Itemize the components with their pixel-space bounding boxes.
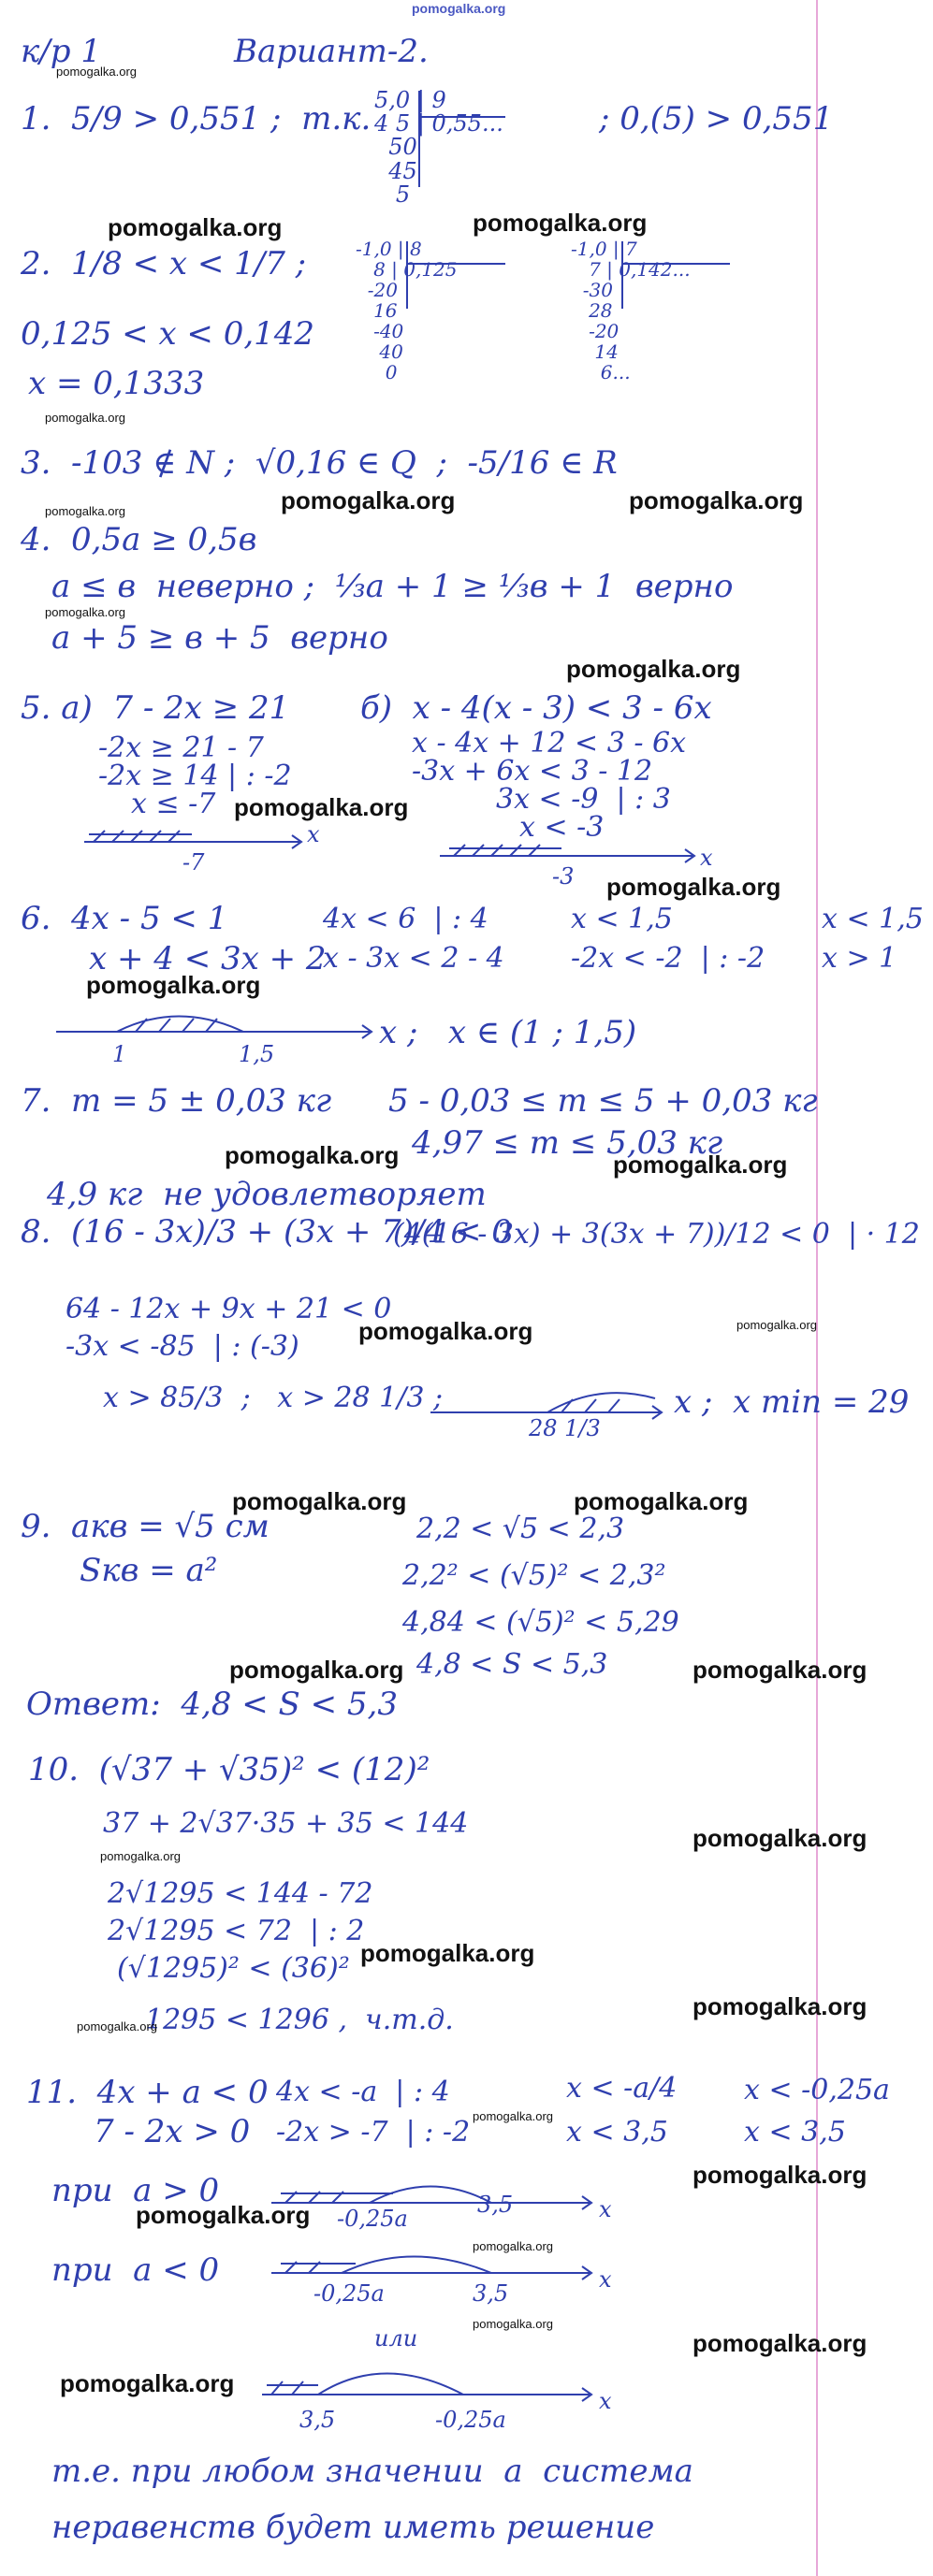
task2-line: 2. 1/8 < x < 1/7 ; — [21, 245, 307, 282]
task11-hatch-3 — [267, 2374, 463, 2395]
task9-r2: 2,2² < (√5)² < 2,3² — [402, 1559, 666, 1592]
small-watermark: pomogalka.org — [473, 2239, 553, 2253]
task11-axis-1: x — [599, 2196, 612, 2222]
task5a-line2: -2x ≥ 21 - 7 — [98, 731, 264, 764]
task5a-line3: -2x ≥ 14 | : -2 — [98, 760, 292, 792]
watermark: pomogalka.org — [692, 1992, 867, 2020]
task5a-line4: x ≤ -7 — [131, 788, 216, 820]
task5a-hatch — [89, 831, 192, 842]
watermark: pomogalka.org — [692, 1656, 867, 1684]
task11-hatch-1 — [281, 2187, 491, 2204]
task7-line3: 4,97 ≤ m ≤ 5,03 кг — [412, 1124, 723, 1162]
task4-line2: a ≤ в неверно ; ⅓a + 1 ≥ ⅓в + 1 верно — [51, 568, 734, 605]
task10-line2: 37 + 2√37·35 + 35 < 144 — [103, 1807, 469, 1840]
task6-answer: x ; x ∈ (1 ; 1,5) — [379, 1014, 637, 1051]
task8-hatch — [547, 1393, 655, 1412]
task6-s2b: x - 3x < 2 - 4 — [323, 942, 504, 975]
task2-division-2: -1,0 | 7 7 | 0,142... -30 28 -20 14 6... — [571, 238, 691, 384]
task11-case3-mark2: -0,25a — [435, 2407, 506, 2433]
watermark: pomogalka.org — [692, 2329, 867, 2357]
task11-case1-mark2: 3,5 — [477, 2192, 514, 2218]
task6-hatch — [117, 1017, 243, 1033]
task10-line5: (√1295)² < (36)² — [117, 1952, 350, 1985]
task9-line2: Sкв = a² — [80, 1552, 218, 1589]
watermark: pomogalka.org — [574, 1487, 749, 1515]
title-variant: Вариант-2. — [234, 33, 429, 70]
task7-line2: 5 - 0,03 ≤ m ≤ 5 + 0,03 кг — [388, 1082, 818, 1120]
small-watermark: pomogalka.org — [77, 2019, 157, 2033]
task9-answer: Ответ: 4,8 < S < 5,3 — [26, 1686, 398, 1723]
task11-hatch-2 — [281, 2257, 491, 2274]
task2-line2: 0,125 < x < 0,142 — [21, 315, 315, 353]
task9-r3: 4,84 < (√5)² < 5,29 — [402, 1606, 679, 1639]
task11-s1a: 11. 4x + a < 0 — [26, 2074, 269, 2111]
watermark: pomogalka.org — [86, 971, 261, 999]
task7-line4: 4,9 кг не удовлетворяет — [47, 1176, 487, 1213]
task9-r4: 4,8 < S < 5,3 — [416, 1648, 608, 1681]
task6-mark-1: 1 — [112, 1041, 127, 1067]
task11-s4b: x < 3,5 — [744, 2116, 846, 2149]
task5b-line2: x - 4x + 12 < 3 - 6x — [412, 727, 687, 760]
task11-case2-mark2: 3,5 — [473, 2280, 509, 2307]
watermark: pomogalka.org — [692, 1824, 867, 1852]
task11-axis-2: x — [599, 2266, 612, 2293]
watermark: pomogalka.org — [60, 2369, 235, 2397]
watermark: pomogalka.org — [232, 1487, 407, 1515]
watermark: pomogalka.org — [108, 213, 283, 241]
task8-line1b: (4(16 - 3x) + 3(3x + 7))/12 < 0 | · 12 — [393, 1218, 920, 1251]
task8-answer: x ; x min = 29 — [674, 1383, 910, 1421]
task2-division-1: -1,0 | 8 8 | 0,125 -20 16 -40 40 0 — [356, 238, 458, 384]
task6-s3b: -2x < -2 | : -2 — [571, 942, 765, 975]
task11-case2-mark1: -0,25a — [313, 2280, 385, 2307]
watermark: pomogalka.org — [629, 486, 804, 514]
task11-conclusion-2: неравенств будет иметь решение — [51, 2509, 655, 2546]
task5b-axis-label: x — [700, 845, 713, 871]
task5a-mark: -7 — [182, 849, 205, 876]
task1-result: ; 0,(5) > 0,551 — [599, 100, 834, 137]
task6-mark-2: 1,5 — [239, 1041, 275, 1067]
task10-line4: 2√1295 < 72 | : 2 — [108, 1915, 365, 1947]
task8-line2: 64 - 12x + 9x + 21 < 0 — [66, 1293, 392, 1325]
task6-s3a: x < 1,5 — [571, 903, 673, 935]
watermark: pomogalka.org — [229, 1656, 404, 1684]
task11-case1: при a > 0 — [51, 2172, 220, 2209]
watermark: pomogalka.org — [606, 873, 781, 901]
task11-axis-3: x — [599, 2388, 612, 2414]
small-watermark: pomogalka.org — [736, 1318, 817, 1332]
task6-s4b: x > 1 — [822, 942, 897, 975]
small-watermark: pomogalka.org — [473, 2317, 553, 2331]
watermark: pomogalka.org — [360, 1939, 535, 1967]
task11-conclusion-1: т.е. при любом значении a система — [51, 2453, 693, 2490]
watermark: pomogalka.org — [225, 1141, 400, 1169]
watermark: pomogalka.org — [613, 1151, 788, 1179]
task11-case1-mark1: -0,25a — [337, 2206, 408, 2232]
task11-s4a: x < -0,25a — [744, 2074, 890, 2106]
task6-s1a: 6. 4x - 5 < 1 — [21, 900, 228, 937]
task8-line1: 8. (16 - 3x)/3 + (3x + 7)/4 < 0 — [21, 1213, 512, 1251]
task1-line: 1. 5/9 > 0,551 ; т.к. — [21, 100, 372, 137]
task5b-mark: -3 — [552, 863, 575, 890]
watermark: pomogalka.org — [281, 486, 456, 514]
title-left: к/р 1 — [21, 33, 101, 70]
task8-line3: -3x < -85 | : (-3) — [66, 1330, 299, 1363]
task5b-line4: 3x < -9 | : 3 — [496, 783, 671, 816]
small-watermark: pomogalka.org — [45, 411, 125, 425]
task10-line3: 2√1295 < 144 - 72 — [108, 1877, 373, 1910]
task1-division: 5,0 | 9 4 5 | 0,55... 50 45 5 — [374, 87, 503, 208]
small-watermark: pomogalka.org — [473, 2109, 553, 2123]
watermark: pomogalka.org — [473, 209, 648, 237]
task5b-line3: -3x + 6x < 3 - 12 — [412, 755, 653, 788]
task11-s2a: 4x < -a | : 4 — [276, 2076, 450, 2108]
task5a-line1: 5. а) 7 - 2x ≥ 21 — [21, 689, 290, 727]
task4-line1: 4. 0,5a ≥ 0,5в — [21, 521, 257, 558]
task2-line3: x = 0,1333 — [28, 365, 205, 402]
watermark: pomogalka.org — [136, 2201, 311, 2229]
task9-line1: 9. aкв = √5 см — [21, 1508, 270, 1545]
task8-mark: 28 1/3 — [529, 1415, 601, 1441]
task11-s1b: 7 - 2x > 0 — [94, 2113, 251, 2150]
task11-case2: при a < 0 — [51, 2251, 220, 2289]
task4-line3: a + 5 ≥ в + 5 верно — [51, 619, 388, 657]
task9-r1: 2,2 < √5 < 2,3 — [416, 1512, 625, 1545]
small-watermark: pomogalka.org — [45, 605, 125, 619]
task5a-axis-label: x — [307, 821, 320, 847]
task11-case3-mark1: 3,5 — [299, 2407, 336, 2433]
task6-s4a: x < 1,5 — [822, 903, 924, 935]
small-watermark: pomogalka.org — [56, 65, 137, 79]
task7-line1: 7. m = 5 ± 0,03 кг — [21, 1082, 332, 1120]
task11-s3b: x < 3,5 — [566, 2116, 668, 2149]
task3-line: 3. -103 ∉ N ; √0,16 ∈ Q ; -5/16 ∈ R — [21, 444, 618, 482]
task5b-hatch — [449, 845, 561, 856]
task11-s3a: x < -a/4 — [566, 2072, 678, 2105]
task6-s2a: 4x < 6 | : 4 — [323, 903, 488, 935]
watermark: pomogalka.org — [692, 2161, 867, 2189]
task11-or: или — [374, 2325, 418, 2352]
task5b-line1: б) x - 4(x - 3) < 3 - 6x — [360, 689, 712, 727]
top-watermark: pomogalka.org — [412, 1, 506, 16]
watermark: pomogalka.org — [358, 1317, 533, 1345]
task5b-line5: x < -3 — [519, 811, 605, 844]
task6-s1b: x + 4 < 3x + 2 — [89, 940, 327, 977]
watermark: pomogalka.org — [566, 655, 741, 683]
task10-line6: 1295 < 1296 , ч.т.д. — [145, 2004, 454, 2036]
watermark: pomogalka.org — [234, 793, 409, 821]
task11-s2b: -2x > -7 | : -2 — [276, 2116, 471, 2149]
small-watermark: pomogalka.org — [45, 504, 125, 518]
task8-line4: x > 85/3 ; x > 28 1/3 ; — [103, 1382, 444, 1414]
small-watermark: pomogalka.org — [100, 1849, 181, 1863]
task10-line1: 10. (√37 + √35)² < (12)² — [28, 1751, 430, 1788]
